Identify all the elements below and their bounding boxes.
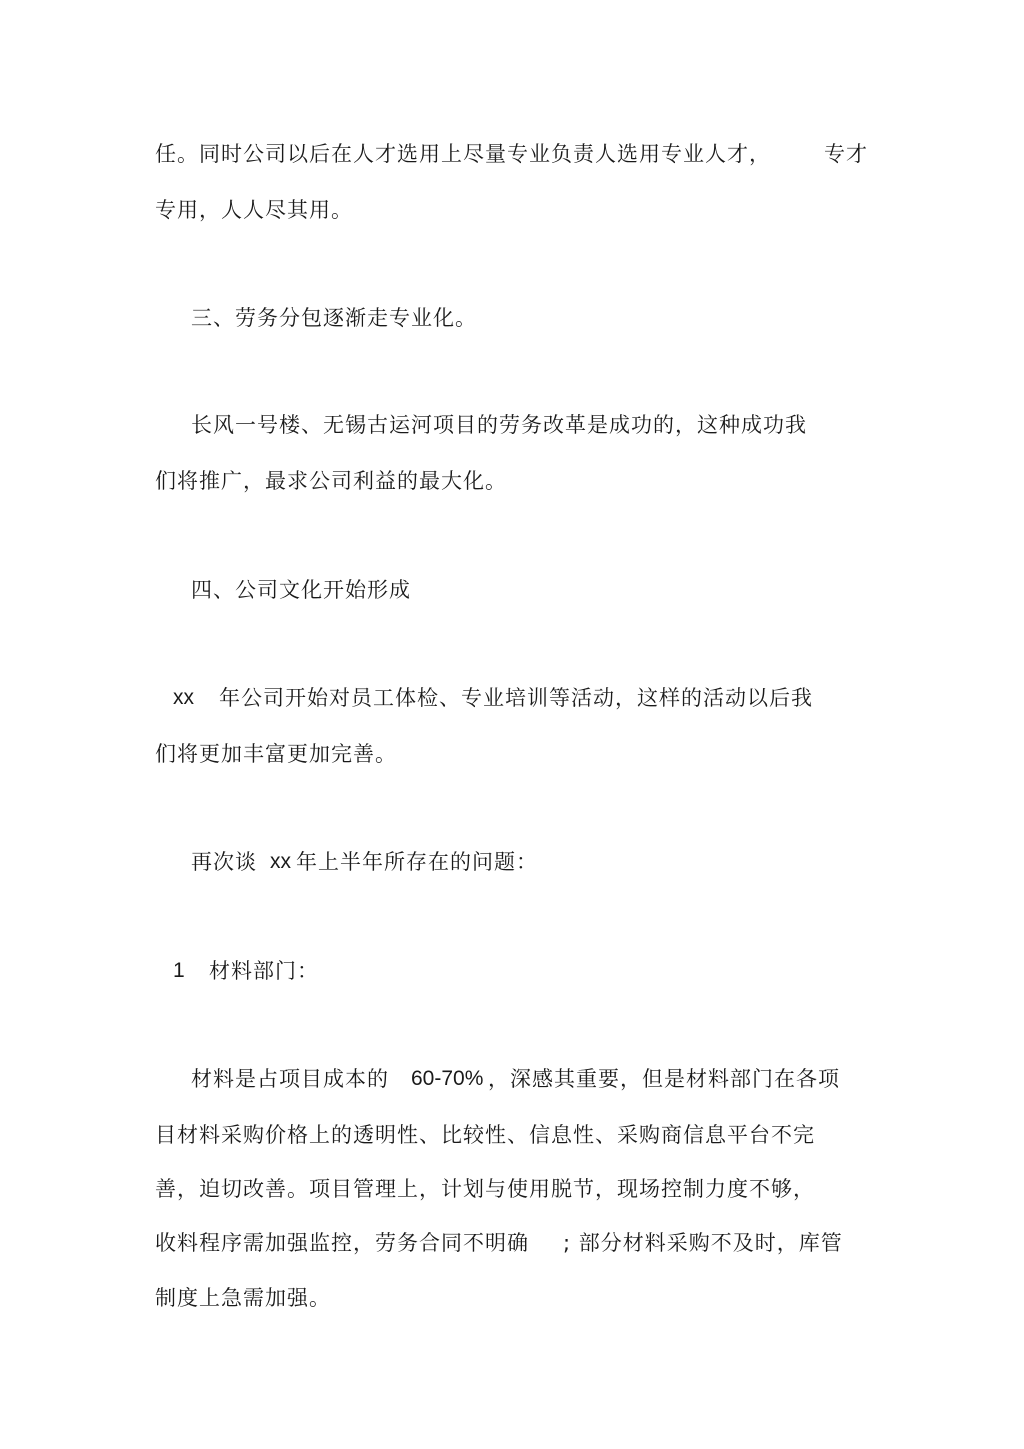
paragraph-line: 材料是占项目成本的	[191, 1067, 389, 1091]
paragraph-line: 目材料采购价格上的透明性、比较性、信息性、采购商信息平台不完	[155, 1123, 815, 1147]
paragraph-line: 长风一号楼、无锡古运河项目的劳务改革是成功的，这种成功我	[191, 413, 807, 437]
paragraph-line: 善，迫切改善。项目管理上，计划与使用脱节，现场控制力度不够，	[155, 1177, 815, 1201]
list-item-label: 材料部门：	[209, 959, 319, 983]
paragraph-line: 专才	[824, 142, 868, 166]
paragraph-line: 再次谈	[191, 850, 257, 874]
section-heading: 四、公司文化开始形成	[191, 578, 411, 602]
paragraph-line: ; 部分材料采购不及时，库管	[563, 1231, 843, 1255]
paragraph-line: ，深感其重要，但是材料部门在各项	[488, 1067, 840, 1091]
paragraph-line: 们将推广，最求公司利益的最大化。	[155, 469, 507, 493]
year-placeholder: xx	[270, 850, 291, 873]
paragraph-line: 们将更加丰富更加完善。	[155, 742, 397, 766]
section-heading: 三、劳务分包逐渐走专业化。	[191, 306, 477, 330]
year-placeholder: xx	[173, 686, 194, 709]
list-item-number: 1	[173, 959, 185, 982]
paragraph-line: 制度上急需加强。	[155, 1286, 331, 1310]
paragraph-line: 年公司开始对员工体检、专业培训等活动，这样的活动以后我	[219, 686, 813, 710]
paragraph-line: 专用，人人尽其用。	[155, 198, 353, 222]
paragraph-line: 收料程序需加强监控，劳务合同不明确	[155, 1231, 529, 1255]
paragraph-line: 年上半年所存在的问题：	[296, 850, 538, 874]
percent-value: 60-70%	[411, 1067, 484, 1090]
paragraph-line: 任。同时公司以后在人才选用上尽量专业负责人选用专业人才，	[155, 142, 771, 166]
